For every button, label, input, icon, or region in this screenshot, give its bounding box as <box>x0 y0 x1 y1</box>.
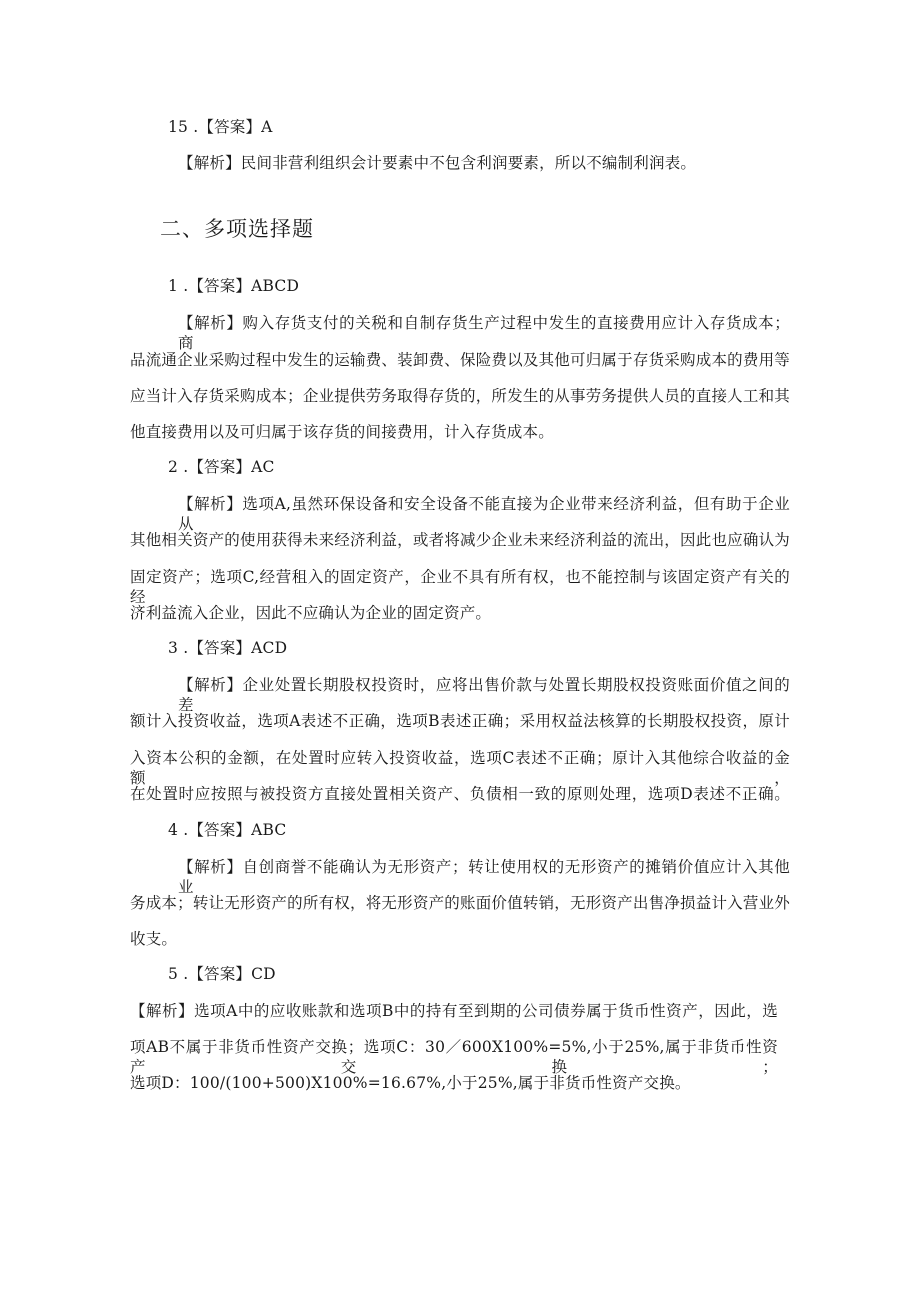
analysis-2-line-4: 济利益流入企业，因此不应确认为企业的固定资产。 <box>130 604 492 622</box>
analysis-3-line-4: 在处置时应按照与被投资方直接处置相关资产、负债相一致的原则处理，选项D表述不正确。 <box>130 785 790 803</box>
analysis-2-line-3: 固定资产；选项C,经营租入的固定资产，企业不具有所有权，也不能控制与该固定资产有关的经 <box>130 568 790 606</box>
analysis-3-line-2: 额计入投资收益，选项A表述不正确，选项B表述正确；采用权益法核算的长期股权投资，原计 <box>130 712 790 730</box>
section-title: 二、多项选择题 <box>160 217 314 241</box>
analysis-4-line-3: 收支。 <box>130 930 178 948</box>
analysis-2-line-2: 其他相关资产的使用获得未来经济利益，或者将减少企业未来经济利益的流出，因此也应确认为 <box>130 531 790 549</box>
analysis-1-line-4: 他直接费用以及可归属于该存货的间接费用，计入存货成本。 <box>130 423 554 441</box>
answer-5: 5 .【答案】CD <box>168 965 276 983</box>
analysis-4-line-1: 【解析】自创商誉不能确认为无形资产；转让使用权的无形资产的摊销价值应计入其他业 <box>178 858 790 896</box>
analysis-5-line-1: 【解析】选项A中的应收账款和选项B中的持有至到期的公司债券属于货币性资产，因此，选 <box>130 1002 778 1020</box>
analysis-15-line-1: 【解析】民间非营利组织会计要素中不包含利润要素，所以不编制利润表。 <box>178 154 697 172</box>
answer-15: 15 .【答案】A <box>168 118 273 136</box>
answer-4: 4 .【答案】ABC <box>168 821 287 839</box>
analysis-1-line-3: 应当计入存货采购成本；企业提供劳务取得存货的，所发生的从事劳务提供人员的直接人工和其 <box>130 387 790 405</box>
analysis-1-line-1: 【解析】购入存货支付的关税和自制存货生产过程中发生的直接费用应计入存货成本；商 <box>178 314 790 352</box>
answer-3: 3 .【答案】ACD <box>168 639 288 657</box>
analysis-4-line-2: 务成本；转让无形资产的所有权，将无形资产的账面价值转销，无形资产出售净损益计入营业外 <box>130 894 790 912</box>
analysis-1-line-2: 品流通企业采购过程中发生的运输费、装卸费、保险费以及其他可归属于存货采购成本的费用等 <box>130 351 790 369</box>
answer-1: 1 .【答案】ABCD <box>168 277 300 295</box>
answer-2: 2 .【答案】AC <box>168 458 275 476</box>
analysis-2-line-1: 【解析】选项A,虽然环保设备和安全设备不能直接为企业带来经济利益，但有助于企业从 <box>178 495 790 533</box>
analysis-5-line-2: 项AB不属于非货币性资产交换；选项C：30／600X100%=5%,小于25%,属于非货币性资产交换； <box>130 1038 778 1076</box>
analysis-5-line-3: 选项D：100/(100+500)X100%=16.67%,小于25%,属于非货币性资产交换。 <box>130 1074 691 1092</box>
analysis-3-line-1: 【解析】企业处置长期股权投资时，应将出售价款与处置长期股权投资账面价值之间的差 <box>178 676 790 714</box>
analysis-3-line-3: 入资本公积的金额，在处置时应转入投资收益，选项C表述不正确；原计入其他综合收益的金额， <box>130 749 790 787</box>
